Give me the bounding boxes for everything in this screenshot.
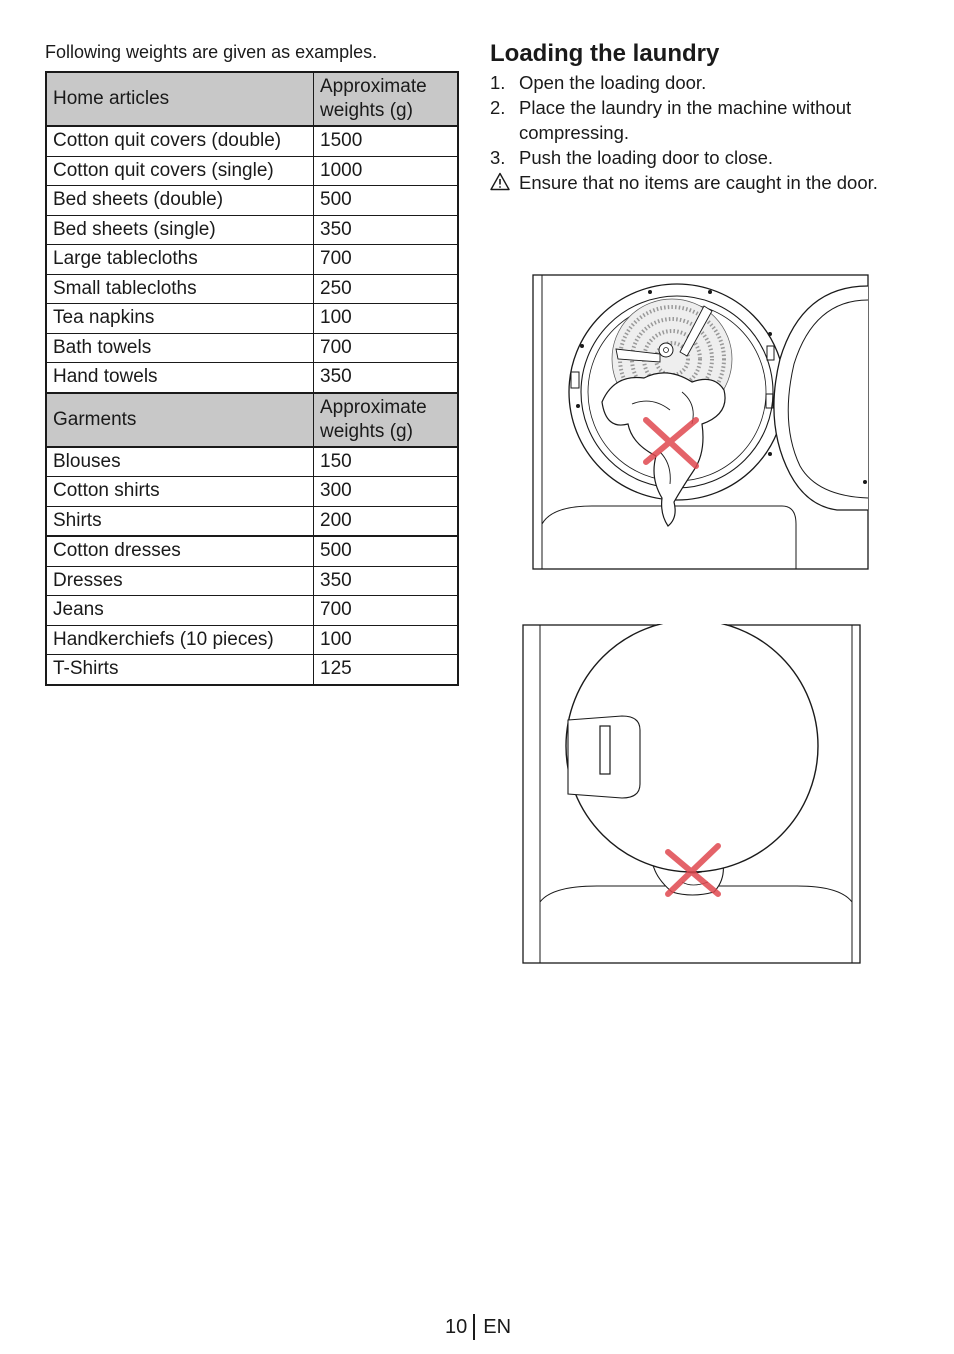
table-header-cell: Home articles <box>46 72 314 126</box>
table-row <box>46 655 458 685</box>
table-cell: 700 <box>314 333 459 363</box>
table-cell: Cotton quit covers (single) <box>46 156 314 186</box>
step-number: 3. <box>490 147 506 168</box>
table-cell: Shirts <box>46 506 314 536</box>
table-cell: 700 <box>314 596 459 626</box>
table-cell: Dresses <box>46 566 314 596</box>
open-door-illustration <box>532 274 870 571</box>
language-code: EN <box>483 1315 512 1338</box>
table-cell: T-Shirts <box>46 655 314 685</box>
table-cell: 250 <box>314 274 459 304</box>
table-cell: Small tablecloths <box>46 274 314 304</box>
list-item <box>490 70 930 95</box>
table-header-cell: Garments <box>46 393 314 447</box>
table-cell: 300 <box>314 477 459 507</box>
table-cell: Bed sheets (single) <box>46 215 314 245</box>
table-header-row <box>46 72 458 126</box>
table-row <box>46 186 458 216</box>
table-row <box>46 625 458 655</box>
table-cell: 350 <box>314 566 459 596</box>
table-cell: Handkerchiefs (10 pieces) <box>46 625 314 655</box>
table-row <box>46 447 458 477</box>
table-cell: Hand towels <box>46 363 314 393</box>
section-heading: Loading the laundry <box>490 40 720 67</box>
table-row <box>46 536 458 566</box>
table-cell: Cotton quit covers (double) <box>46 126 314 156</box>
table-cell: 100 <box>314 625 459 655</box>
table-cell: 150 <box>314 447 459 477</box>
table-row <box>46 566 458 596</box>
list-item <box>490 95 930 145</box>
table-row <box>46 245 458 275</box>
table-cell: Cotton shirts <box>46 477 314 507</box>
table-cell: Cotton dresses <box>46 536 314 566</box>
step-text: Place the laundry in the machine without compressing. <box>519 97 852 143</box>
table-cell: 125 <box>314 655 459 685</box>
intro-text: Following weights are given as examples. <box>45 42 378 62</box>
table-header-cell: Approximate weights (g) <box>314 72 459 126</box>
table-cell: 350 <box>314 215 459 245</box>
page-number: 10 <box>445 1315 468 1338</box>
table-row <box>46 304 458 334</box>
table-row <box>46 477 458 507</box>
step-text: Push the loading door to close. <box>519 147 774 168</box>
table-cell: Large tablecloths <box>46 245 314 275</box>
warning-triangle-icon <box>490 172 510 191</box>
table-cell: 1000 <box>314 156 459 186</box>
warning-item <box>490 170 930 195</box>
table-row <box>46 274 458 304</box>
table-row <box>46 506 458 536</box>
weights-table <box>45 71 459 686</box>
table-cell: Bed sheets (double) <box>46 186 314 216</box>
page-footer <box>445 1314 511 1340</box>
table-row <box>46 126 458 156</box>
table-header-cell: Approximate weights (g) <box>314 393 459 447</box>
step-number: 2. <box>490 97 506 118</box>
table-cell: Tea napkins <box>46 304 314 334</box>
table-row <box>46 156 458 186</box>
table-row <box>46 333 458 363</box>
table-cell: 1500 <box>314 126 459 156</box>
list-item <box>490 145 930 170</box>
table-row <box>46 363 458 393</box>
table-row <box>46 596 458 626</box>
table-cell: Bath towels <box>46 333 314 363</box>
table-row <box>46 215 458 245</box>
step-number: 1. <box>490 72 506 93</box>
table-cell: 500 <box>314 536 459 566</box>
table-cell: 700 <box>314 245 459 275</box>
loading-steps <box>490 70 930 195</box>
closed-door-illustration <box>522 624 862 965</box>
table-cell: 350 <box>314 363 459 393</box>
footer-divider <box>473 1314 475 1340</box>
warning-text: Ensure that no items are caught in the door. <box>519 172 878 193</box>
table-cell: 100 <box>314 304 459 334</box>
table-cell: Jeans <box>46 596 314 626</box>
table-cell: 200 <box>314 506 459 536</box>
table-header-row <box>46 393 458 447</box>
step-text: Open the loading door. <box>519 72 707 93</box>
table-cell: 500 <box>314 186 459 216</box>
table-cell: Blouses <box>46 447 314 477</box>
